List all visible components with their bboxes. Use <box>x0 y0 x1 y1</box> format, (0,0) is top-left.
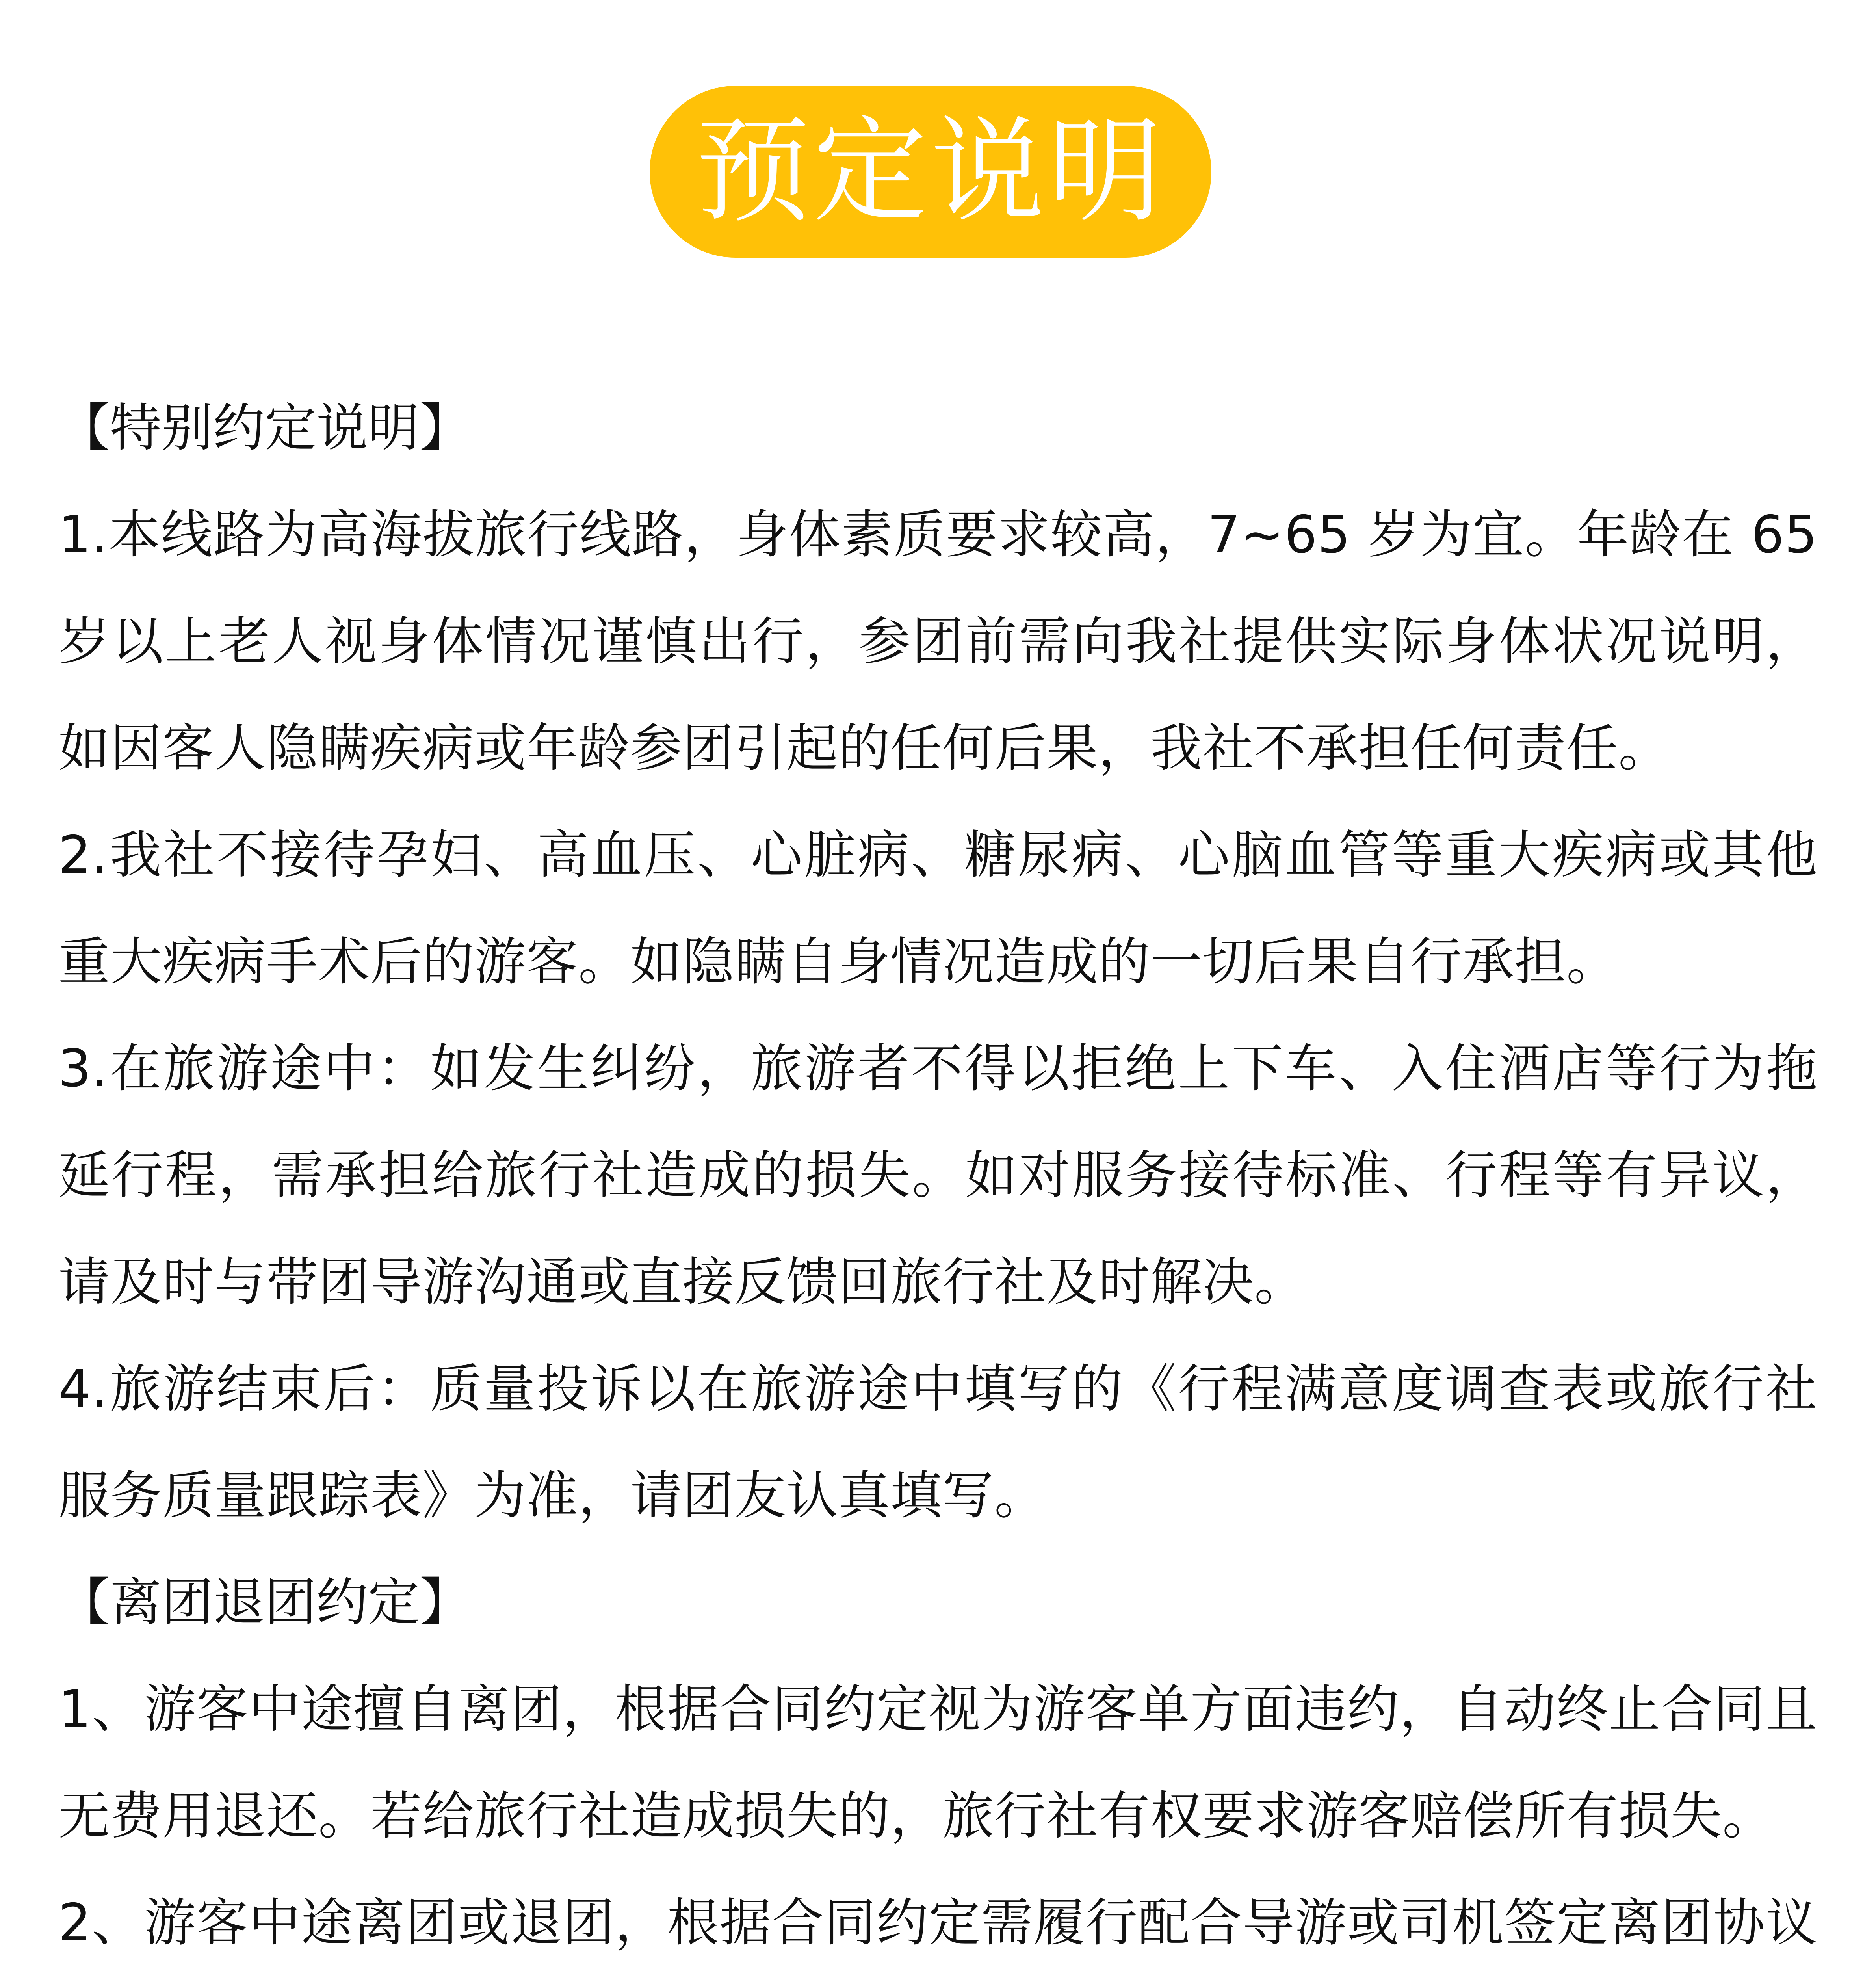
booking-notes <box>58 374 1818 1970</box>
special-item-3: 3.在旅游途中：如发生纠纷，旅游者不得以拒绝上下车、入住酒店等行为拖延行程，需承担给旅行社造成的损失。如对服务接待标准、行程等有异议，请及时与带团导游沟通或直接反馈回旅行社及时解决。 <box>58 1038 1818 1312</box>
special-item-2: 2.我社不接待孕妇、高血压、心脏病、糖尿病、心脑血管等重大疾病或其他重大疾病手术后的游客。如隐瞒自身情况造成的一切后果自行承担。 <box>58 825 1818 992</box>
section-heading-leaving: 【离团退团约定】 <box>58 1572 472 1632</box>
title-banner <box>650 86 1211 258</box>
special-item-4: 4.旅游结束后：质量投诉以在旅游途中填写的《行程满意度调查表或旅行社服务质量跟踪表》为准，请团友认真填写。 <box>58 1359 1818 1526</box>
section-heading-special: 【特别约定说明】 <box>58 398 472 458</box>
leaving-item-1: 1、游客中途擅自离团，根据合同约定视为游客单方面违约，自动终止合同且无费用退还。若给旅行社造成损失的，旅行社有权要求游客赔偿所有损失。 <box>58 1679 1818 1846</box>
special-item-1: 1.本线路为高海拔旅行线路，身体素质要求较高，7~65 岁为宜。年龄在 65 岁以上老人视身体情况谨慎出行，参团前需向我社提供实际身体状况说明，如因客人隐瞒疾病或年龄参团引起的任何后果，我社不承担任何责任。 <box>58 504 1818 778</box>
leaving-item-2: 2、游客中途离团或退团，根据合同约定需履行配合导游或司机签定离团协议 <box>58 1892 1818 1953</box>
page-title: 预定说明 <box>696 105 1165 238</box>
